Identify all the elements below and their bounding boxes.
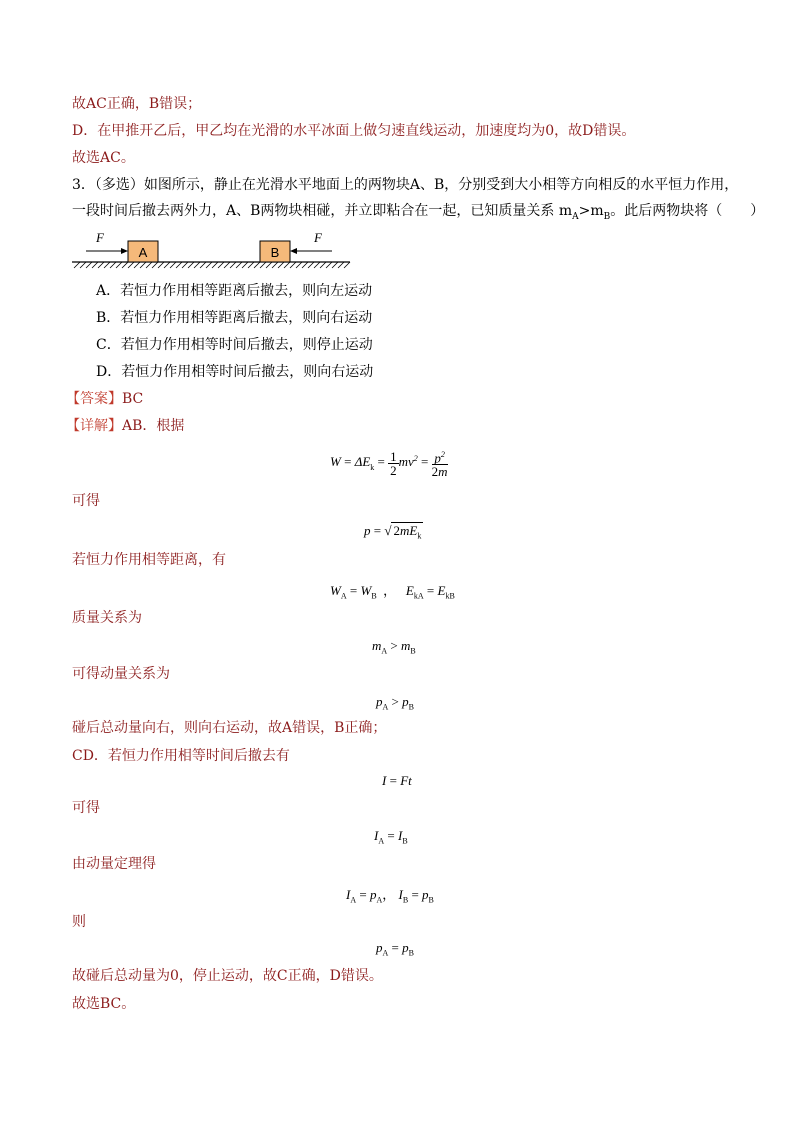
text-line: D．在甲推开乙后，甲乙均在光滑的水平冰面上做匀速直线运动，加速度均为0，故D错误。 [72, 123, 636, 139]
force-label-left: F [96, 230, 104, 245]
force-label-right: F [314, 230, 322, 245]
text-line: 若恒力作用相等距离，有 [72, 552, 226, 568]
equation-equal-impulse: $I_A = I_B$ [374, 828, 408, 846]
text-line: 故AC正确，B错误； [72, 96, 202, 112]
text-line: 质量关系为 [72, 610, 142, 626]
block-b-label: B [270, 245, 280, 260]
option-d: D．若恒力作用相等时间后撤去，则向右运动 [96, 364, 374, 380]
text-line: 故碰后总动量为0，停止运动，故C正确，D错误。 [72, 968, 383, 984]
text-line: 故选BC。 [72, 996, 136, 1012]
text-line: 故选AC。 [72, 150, 135, 166]
text-line: 可得动量关系为 [72, 666, 170, 682]
option-c: C．若恒力作用相等时间后撤去，则停止运动 [96, 337, 373, 353]
block-a-label: A [138, 245, 148, 260]
equation-work-energy: $W = \Delta E_k$ = $\frac{1}{2}$ $mv^2$ = $\frac{p^2}{2m}$ [330, 448, 448, 480]
text-line: 则 [72, 914, 86, 930]
answer-line: 【答案】BC [66, 391, 144, 407]
question-3-line1: 3．（多选）如图所示，静止在光滑水平地面上的两物块A、B，分别受到大小相等方向相反的水平恒力作用， [72, 177, 739, 193]
equation-mass-relation: $m_A > m_B$ [372, 638, 416, 656]
text-line: 碰后总动量向右，则向右运动，故A错误，B正确； [72, 720, 387, 736]
question-3-line2: 一段时间后撤去两外力，A、B两物块相碰，并立即粘合在一起，已知质量关系 $m_A>m_B$。此后两物块将（ ） [72, 203, 765, 222]
option-b: B．若恒力作用相等距离后撤去，则向右运动 [96, 310, 373, 326]
text-line: 由动量定理得 [72, 856, 156, 872]
detail-line: 【详解】AB．根据 [66, 418, 185, 434]
equation-momentum: p = √ $2mE_k$ [364, 523, 422, 541]
equation-equal-momentum: $p_A = p_B$ [376, 940, 414, 958]
text-line: CD．若恒力作用相等时间后撤去有 [72, 748, 290, 764]
option-a: A．若恒力作用相等距离后撤去，则向左运动 [96, 283, 373, 299]
equation-impulse: I = Ft [382, 773, 412, 788]
text-line: 可得 [72, 493, 100, 509]
text-line: 可得 [72, 800, 100, 816]
blocks-diagram [70, 228, 354, 270]
equation-momentum-theorem: $I_A = p_A$， $I_B = p_B$ [346, 887, 434, 905]
equation-equal-work: $W_A = W_B$ ， $E_{kA} = E_{kB}$ [330, 583, 455, 601]
equation-momentum-relation: $p_A > p_B$ [376, 694, 414, 712]
